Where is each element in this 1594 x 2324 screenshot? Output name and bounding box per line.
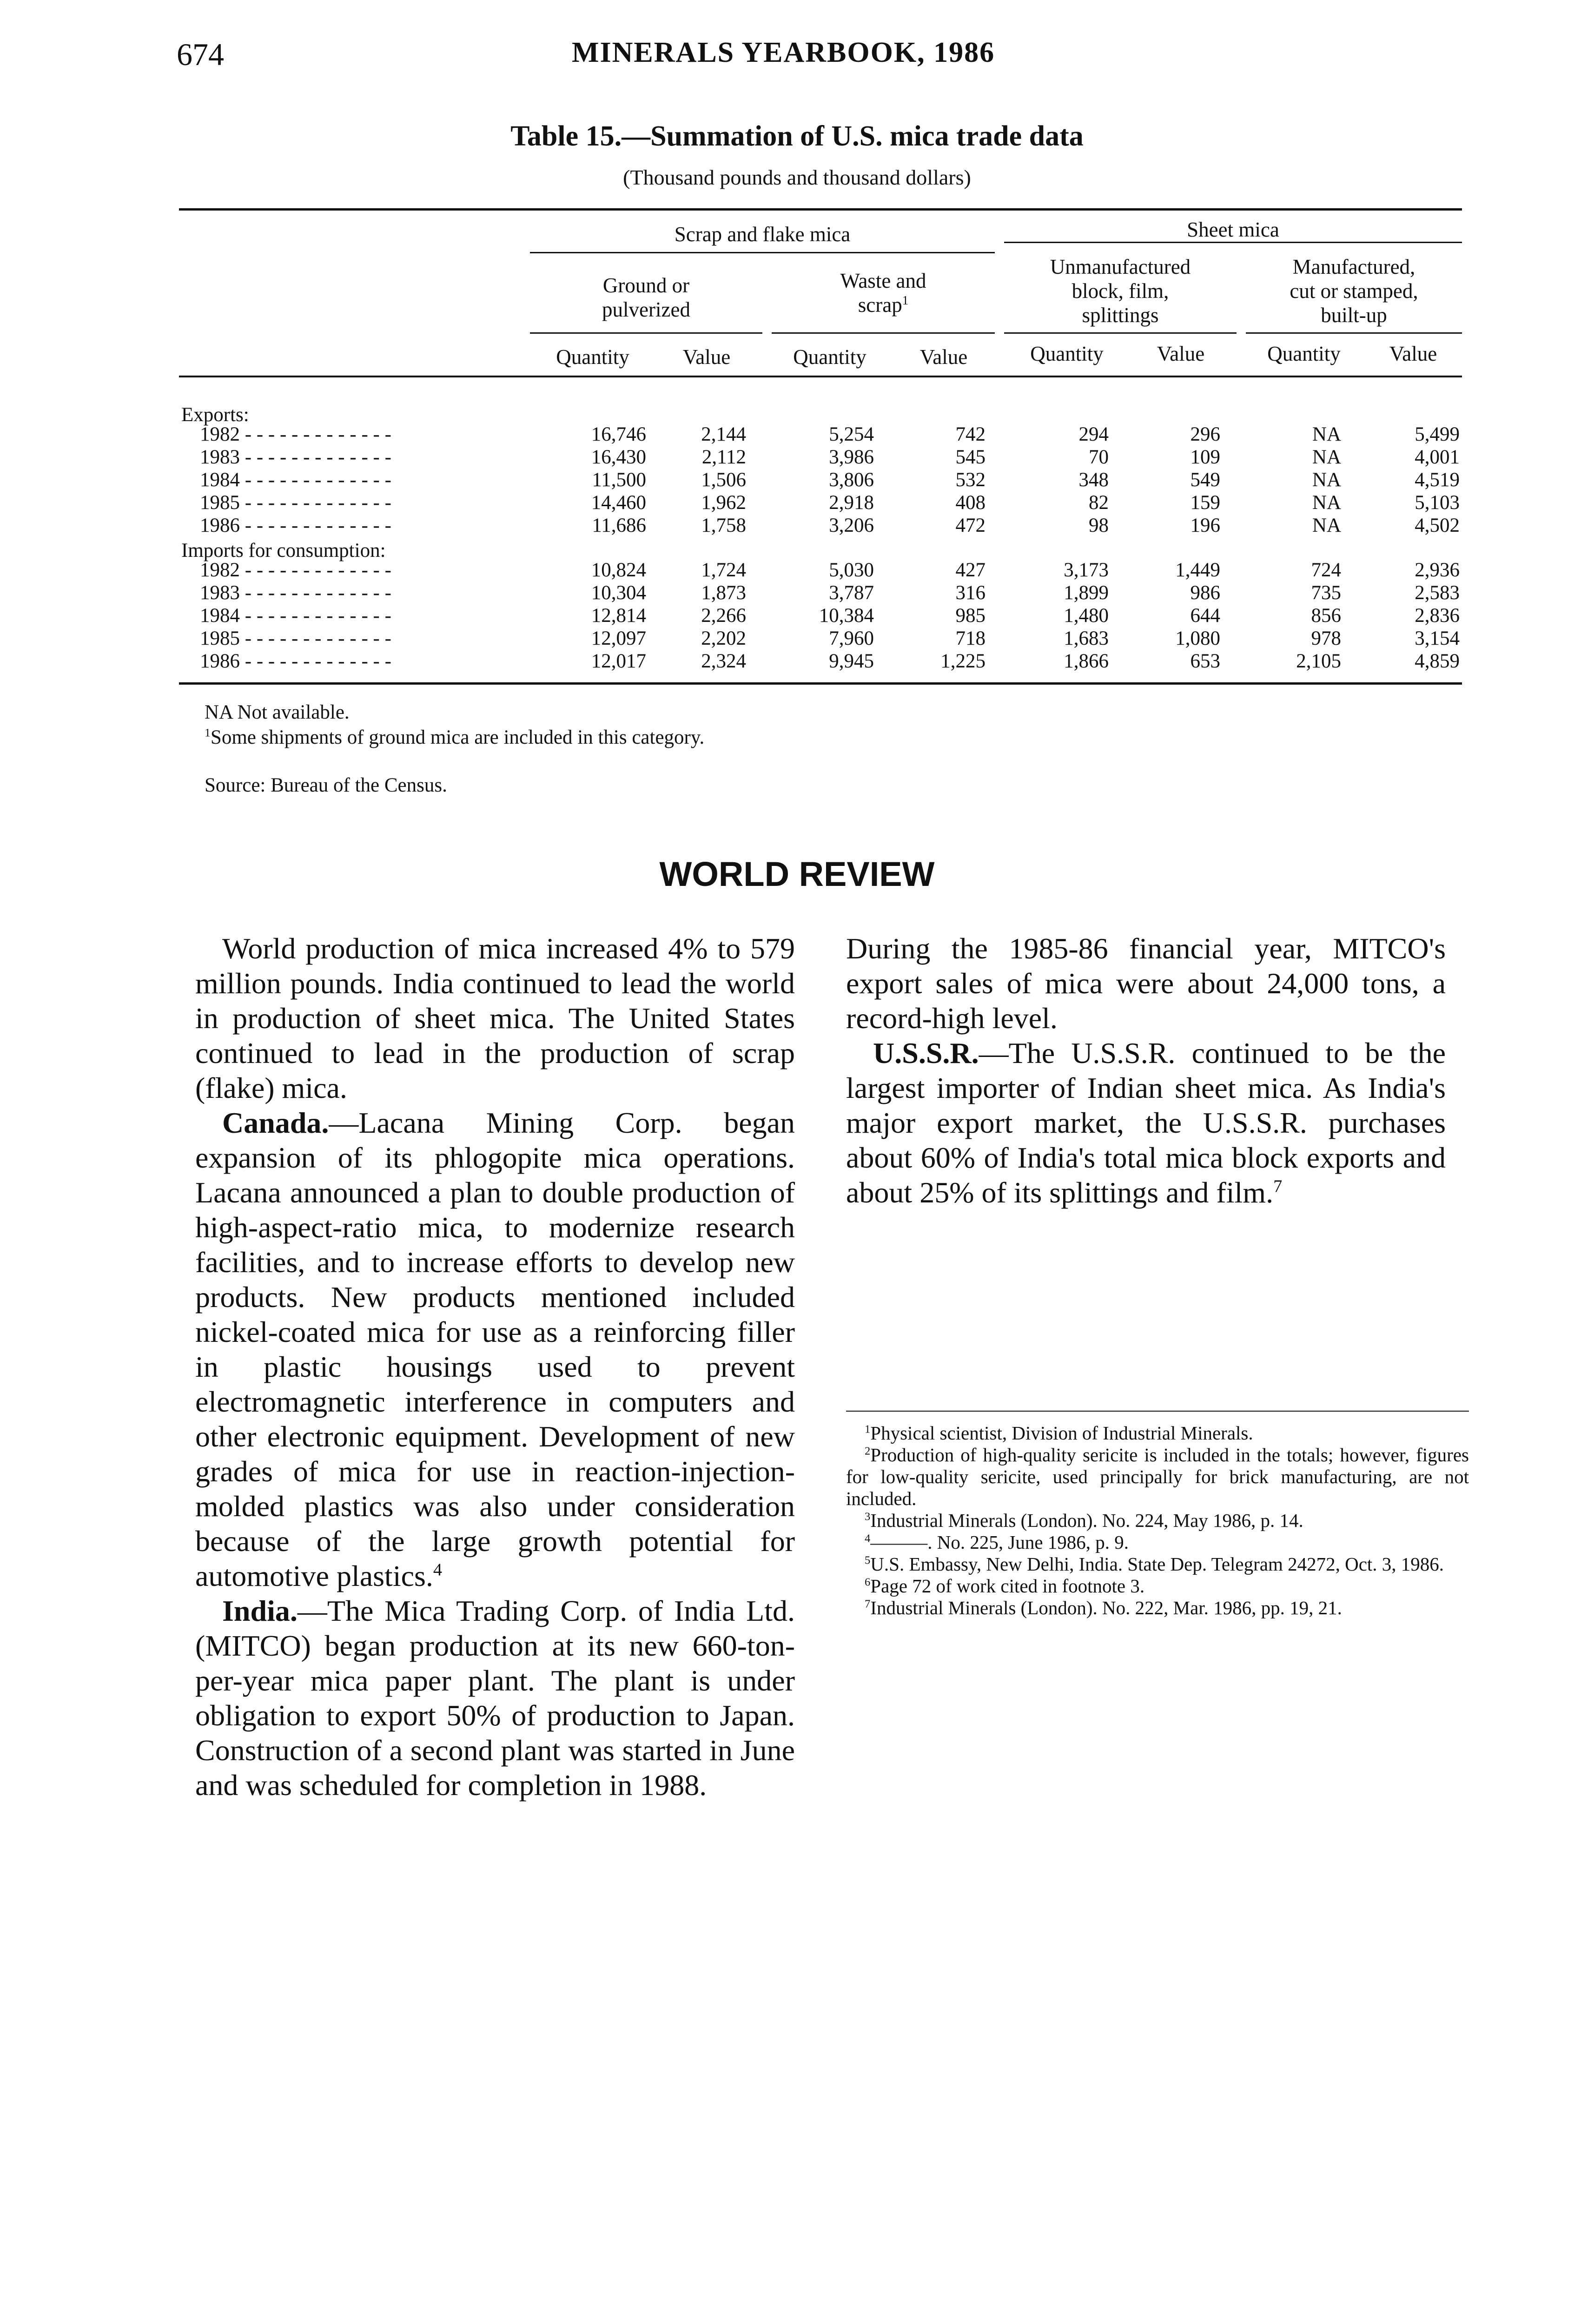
row-year: 1982 - - - - - - - - - - - - -: [200, 423, 391, 445]
table-footnote: $^1$Some shipments of ground mica are included in this category.: [205, 726, 705, 748]
table-cell: 1,080: [1175, 627, 1220, 649]
table-cell: 12,097: [591, 627, 646, 649]
col-header: Value: [682, 345, 731, 369]
table-cell: 408: [955, 492, 986, 514]
table-cell: NA: [1312, 469, 1341, 491]
table-cell: 2,918: [829, 492, 874, 514]
col-header: Quantity: [1267, 342, 1341, 365]
table-cell: 742: [955, 423, 986, 445]
col-header: Quantity: [793, 345, 866, 369]
table-cell: 196: [1190, 515, 1220, 536]
table-cell: 472: [955, 515, 986, 536]
table-units: (Thousand pounds and thousand dollars): [623, 165, 971, 189]
table-cell: 1,758: [701, 515, 746, 536]
table-cell: 644: [1190, 605, 1220, 627]
manufactured-header: Manufactured, cut or stamped, built-up: [1290, 255, 1418, 327]
table-cell: 985: [955, 605, 986, 627]
table-cell: NA: [1312, 446, 1341, 468]
table-cell: 978: [1311, 627, 1341, 649]
na-note: NA Not available.: [205, 701, 350, 723]
row-year: 1986 - - - - - - - - - - - - -: [200, 515, 391, 536]
table-cell: 2,202: [701, 627, 746, 649]
table-cell: 4,502: [1415, 515, 1460, 536]
table-cell: 348: [1078, 469, 1109, 491]
sheet-group-rule: [1004, 242, 1462, 243]
table-cell: 11,686: [592, 515, 646, 536]
table-cell: 1,683: [1064, 627, 1109, 649]
table-cell: 2,144: [701, 423, 746, 445]
unmanufactured-header: Unmanufactured block, film, splittings: [1050, 255, 1191, 327]
waste-header: Waste and scrap$^1$: [840, 269, 926, 317]
footnote-rule: [846, 1411, 1469, 1412]
table-cell: 3,806: [829, 469, 874, 491]
table-cell: 2,112: [701, 446, 746, 468]
col-header: Quantity: [556, 345, 629, 369]
table-cell: NA: [1312, 515, 1341, 536]
footnote-4: $^4$———. No. 225, June 1986, p. 9.: [865, 1532, 1129, 1553]
right-column: [846, 931, 1446, 1210]
table-cell: 316: [955, 582, 986, 604]
table-cell: 70: [1089, 446, 1109, 468]
table-cell: 1,506: [701, 469, 746, 491]
row-year: 1985 - - - - - - - - - - - - -: [200, 627, 391, 649]
running-title: MINERALS YEARBOOK, 1986: [572, 37, 995, 68]
table-cell: 5,103: [1415, 492, 1460, 514]
paragraph-canada: Canada.—Lacana Mining Corp. began expansion of its phlogopite mica operations. Lacana announced a plan to double production of high-aspect-ratio mica, to modernize research facilities, and to increase efforts to develop new products. New products mentioned included nickel-coated mica for use as a reinforcing filler in plastic housings used to prevent electromagnetic interference in computers and other electronic equipment. Development of new grades of mica for use in reaction-injection-molded plastics was also under consideration because of the large growth potential for automotive plastics.$^4$: [195, 1106, 795, 1592]
row-year: 1986 - - - - - - - - - - - - -: [200, 650, 391, 672]
footnotes: [846, 1422, 1469, 1619]
table-cell: 5,030: [829, 559, 874, 581]
table-cell: 549: [1190, 469, 1220, 491]
table-cell: 1,866: [1064, 650, 1109, 672]
row-year: 1982 - - - - - - - - - - - - -: [200, 559, 391, 581]
table-title: Table 15.—Summation of U.S. mica trade data: [510, 120, 1084, 152]
footnote-1: $^1$Physical scientist, Division of Industrial Minerals.: [865, 1422, 1253, 1444]
footnote-5: $^5$U.S. Embassy, New Delhi, India. State Dep. Telegram 24272, Oct. 3, 1986.: [865, 1553, 1444, 1575]
section-label: Imports for consumption:: [181, 540, 386, 561]
table-cell: 2,324: [701, 650, 746, 672]
table-cell: 986: [1190, 582, 1220, 604]
table-cell: 98: [1089, 515, 1109, 536]
table-cell: 12,017: [591, 650, 646, 672]
table-cell: 2,836: [1415, 605, 1460, 627]
table-top-rule: [179, 208, 1462, 211]
table-cell: 10,304: [591, 582, 646, 604]
table-cell: 9,945: [829, 650, 874, 672]
paragraph-india: India.—The Mica Trading Corp. of India Ltd. (MITCO) began production at its new 660-ton-per-year mica paper plant. The plant is under obligation to export 50% of production to Japan. Construction of a second plant was started in June and was scheduled for completion in 1988.: [195, 1594, 795, 1802]
table-cell: 4,519: [1415, 469, 1460, 491]
table-cell: 294: [1078, 423, 1109, 445]
table-cell: 3,173: [1064, 559, 1109, 581]
section-label: Exports:: [181, 404, 249, 426]
table-cell: NA: [1312, 423, 1341, 445]
table-cell: 2,105: [1296, 650, 1341, 672]
col-header: Value: [1157, 342, 1205, 365]
table-cell: 5,254: [829, 423, 874, 445]
col-header: Quantity: [1030, 342, 1104, 365]
scrap-group-header: Scrap and flake mica: [674, 223, 851, 246]
header-bottom-rule: [179, 376, 1462, 377]
col-header: Value: [919, 345, 968, 369]
table-cell: 10,384: [819, 605, 874, 627]
waste-rule: [772, 332, 995, 334]
paragraph-intro: World production of mica increased 4% to 579 million pounds. India continued to lead the world in production of sheet mica. The United States continued to lead in the production of scrap (flake) mica.: [195, 932, 795, 1104]
table-cell: 1,873: [701, 582, 746, 604]
page-number: 674: [177, 37, 224, 72]
table-cell: 12,814: [591, 605, 646, 627]
table-cell: 11,500: [592, 469, 646, 491]
table-cell: 4,859: [1415, 650, 1460, 672]
table-cell: 16,430: [591, 446, 646, 468]
table-cell: 159: [1190, 492, 1220, 514]
table-cell: 3,986: [829, 446, 874, 468]
footnote-6: $^6$Page 72 of work cited in footnote 3.: [865, 1575, 1145, 1597]
row-year: 1985 - - - - - - - - - - - - -: [200, 492, 391, 514]
table-cell: 1,724: [701, 559, 746, 581]
table-cell: 2,266: [701, 605, 746, 627]
scrap-group-rule: [530, 252, 995, 253]
table-cell: 10,824: [591, 559, 646, 581]
table-cell: 653: [1190, 650, 1220, 672]
table-cell: 296: [1190, 423, 1220, 445]
table-cell: 724: [1311, 559, 1341, 581]
table-cell: 735: [1311, 582, 1341, 604]
row-year: 1983 - - - - - - - - - - - - -: [200, 582, 391, 604]
table-cell: 82: [1089, 492, 1109, 514]
row-year: 1984 - - - - - - - - - - - - -: [200, 469, 391, 491]
table-cell: 2,936: [1415, 559, 1460, 581]
paragraph-india-cont: During the 1985-86 financial year, MITCO's export sales of mica were about 24,000 tons, a record-high level.: [846, 932, 1446, 1035]
footnote-3: $^3$Industrial Minerals (London). No. 224, May 1986, p. 14.: [865, 1510, 1303, 1531]
sheet-group-header: Sheet mica: [1187, 218, 1279, 241]
table-cell: 3,206: [829, 515, 874, 536]
table-cell: 427: [955, 559, 986, 581]
table-cell: 1,449: [1175, 559, 1220, 581]
ground-header: Ground or pulverized: [602, 274, 690, 321]
unmanufactured-rule: [1004, 332, 1237, 334]
table-cell: 4,001: [1415, 446, 1460, 468]
table-cell: 7,960: [829, 627, 874, 649]
table-cell: 1,480: [1064, 605, 1109, 627]
table-cell: 545: [955, 446, 986, 468]
table-cell: 718: [955, 627, 986, 649]
table-cell: 3,787: [829, 582, 874, 604]
table-cell: 3,154: [1415, 627, 1460, 649]
table-bottom-rule: [179, 682, 1462, 685]
table-cell: NA: [1312, 492, 1341, 514]
table-cell: 1,899: [1064, 582, 1109, 604]
table-cell: 532: [955, 469, 986, 491]
table-source: Source: Bureau of the Census.: [205, 774, 447, 796]
footnote-7: $^7$Industrial Minerals (London). No. 222, Mar. 1986, pp. 19, 21.: [865, 1597, 1342, 1618]
ground-rule: [530, 332, 762, 334]
table-cell: 109: [1190, 446, 1220, 468]
row-year: 1984 - - - - - - - - - - - - -: [200, 605, 391, 627]
table-cell: 16,746: [591, 423, 646, 445]
row-year: 1983 - - - - - - - - - - - - -: [200, 446, 391, 468]
section-title: WORLD REVIEW: [659, 855, 935, 893]
table-cell: 1,225: [940, 650, 986, 672]
left-column: [195, 931, 795, 1802]
table-cell: 1,962: [701, 492, 746, 514]
manufactured-rule: [1246, 332, 1462, 334]
table-cell: 14,460: [591, 492, 646, 514]
table-cell: 856: [1311, 605, 1341, 627]
table-cell: 2,583: [1415, 582, 1460, 604]
col-header: Value: [1389, 342, 1437, 365]
paragraph-ussr: U.S.S.R.—The U.S.S.R. continued to be the largest importer of Indian sheet mica. As India's major export market, the U.S.S.R. purchases about 60% of India's total mica block exports and about 25% of its splittings and film.$^7$: [846, 1037, 1446, 1209]
footnote-2: $^2$Production of high-quality sericite is included in the totals; however, figures for low-quality sericite, used principally for brick manufacturing, are not included.: [846, 1444, 1469, 1509]
table-cell: 5,499: [1415, 423, 1460, 445]
